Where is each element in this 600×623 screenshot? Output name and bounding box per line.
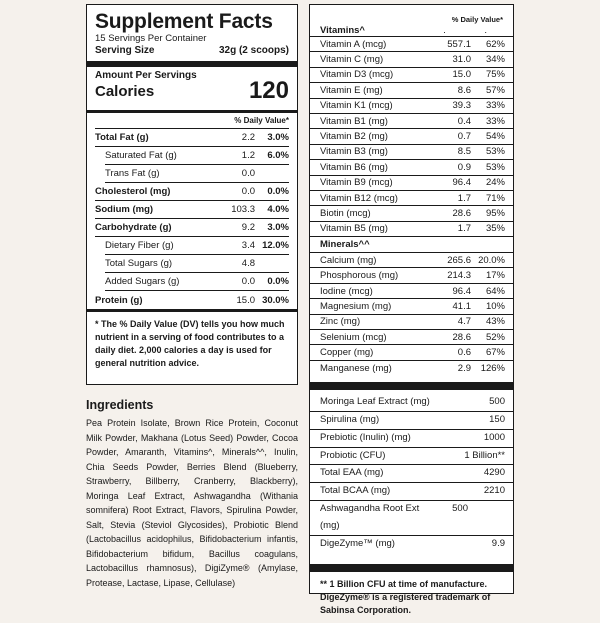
extra-name: Total EAA (mg) [320,467,384,479]
nutrient-name: Total Fat (g) [95,132,149,143]
nutrient-row [105,147,289,165]
mineral-name: Copper (mg) [320,347,374,359]
vitamin-amount: 96.4 [452,177,471,189]
mineral-dv: 67% [485,347,505,359]
nutrient-row [105,237,289,255]
nutrient-dv: 12.0% [262,240,289,251]
amount-per-serving-label: Amount Per Servings [95,70,197,81]
vitamin-dv: 57% [485,84,505,96]
extra-row [310,483,513,501]
nutrient-amount: 4.8 [241,258,255,269]
nutrient-dv: 0.0% [267,276,289,287]
vitamin-name: Vitamin B12 (mcg) [320,192,398,204]
dv-header [95,113,289,129]
vitamin-amount: 0.4 [457,115,471,127]
nutrient-dv: 6.0% [267,150,289,161]
vitamin-name: Vitamin D3 (mcg) [320,69,394,81]
vitamin-dv: 62% [485,38,505,50]
nutrient-name: Saturated Fat (g) [105,150,177,161]
ingredients-text: Pea Protein Isolate, Brown Rice Protein, Coconut Milk Powder, Makhana (Lotus Seed) Powder, Cocoa Powder, Amaranth, Vitamins^, Minerals^^, Inulin, Chia Seeds Powder, Berries Blend (Blueberry, Strawberry, Billberry, Cranberry, Blackberry), Moringa Leaf Extract, Ashwagandha (Withania somnifera) Root Extract, Flavors, Spirulina Powder, Salt, Stevia (Steviol Glycosides), Probiotic Blend (Lactobacillus acidophilus, Bifidobacterium infantis, Bifidobacterium bifidum, Bacillus coagulans, Lactobacillus rhamnosus), DigiZyme® (Amylase, Protease, Lactase, Lipase, Cellulase) [86,418,298,588]
vitamin-row [310,176,513,191]
vitamin-row [310,129,513,144]
cfu-footnote: ** 1 Billion CFU at time of manufacture. DigeZyme® is a registered trademark of Sabinsa Corporation. [320,579,491,616]
mineral-amount: 96.4 [452,285,471,297]
extra-amount: 500 [452,502,468,514]
extra-name: DigeZyme™ (mg) [320,537,395,549]
vitamin-dv: 53% [485,146,505,158]
vitamin-amount: 557.1 [447,38,471,50]
nutrient-row [105,165,289,183]
mineral-row [310,253,513,268]
vitamin-dv: 53% [485,161,505,173]
nutrient-dv: 3.0% [267,132,289,143]
mineral-name: Manganese (mg) [320,363,392,374]
mineral-dv: 43% [485,316,505,328]
nutrient-list [95,129,289,309]
dv-dots: . . [443,24,505,36]
extra-amount: 1000 [483,431,505,443]
nutrient-amount: 0.0 [241,276,255,287]
nutrient-amount: 15.0 [236,294,255,306]
extras-list [310,390,513,552]
extra-amount: 500 [489,396,505,408]
ingredients-heading: Ingredients [86,398,154,412]
mineral-dv: 17% [485,270,505,282]
mineral-name: Selenium (mcg) [320,331,387,343]
vitamin-list [310,37,513,237]
vitamin-dv: 33% [485,100,505,112]
mineral-amount: 214.3 [447,270,471,282]
extra-row [310,412,513,430]
extra-name: Prebiotic (Inulin) (mg) [320,431,411,443]
mineral-row [310,268,513,283]
vitamin-dv: 71% [485,192,505,204]
vitamin-name: Vitamin B9 (mcg) [320,177,393,189]
vitamin-name: Biotin (mcg) [320,207,371,219]
vitamin-name: Vitamin B5 (mg) [320,223,388,235]
mineral-row [310,330,513,345]
vitamin-dv: 95% [485,207,505,219]
mineral-row [310,315,513,330]
nutrient-amount: 2.2 [241,132,255,143]
nutrient-name: Cholesterol (mg) [95,186,171,197]
vitamin-dv: 54% [485,131,505,143]
nutrient-dv: 3.0% [267,222,289,233]
vitamin-dv: 34% [485,54,505,66]
vitamin-amount: 39.3 [452,100,471,112]
mineral-amount: 4.7 [457,316,471,328]
serving-size-label: Serving Size [95,45,155,56]
extra-amount: 9.9 [491,537,505,549]
mineral-dv: 64% [485,285,505,297]
nutrient-row [95,291,289,309]
vitamins-heading-row [310,24,513,36]
extra-row [310,536,513,553]
nutrient-dv: 0.0% [267,186,289,197]
vitamin-name: Vitamin B6 (mg) [320,161,388,173]
divider-thick [310,382,513,390]
dv-footnote: * The % Daily Value (DV) tells you how much nutrient in a serving of food contributes to a daily diet. 2,000 calories a day is used for general nutrition advice. [95,319,285,368]
vitamin-name: Vitamin E (mg) [320,84,383,96]
extra-row [310,501,513,536]
extra-amount: 2210 [483,485,505,497]
mineral-name: Magnesium (mg) [320,300,392,312]
nutrient-name: Trans Fat (g) [105,168,160,179]
ingredients-section [86,398,298,590]
extra-amount: 4290 [483,467,505,479]
supplement-facts-panel [86,4,298,385]
extra-row [310,465,513,483]
mineral-amount: 41.1 [452,300,471,312]
nutrient-name: Dietary Fiber (g) [105,240,174,251]
mineral-dv: 126% [480,363,505,374]
nutrient-row [95,219,289,237]
vitamin-amount: 1.7 [457,192,471,204]
divider-thick [310,564,513,572]
vitamin-row [310,160,513,175]
nutrient-amount: 3.4 [241,240,255,251]
mineral-name: Calcium (mg) [320,254,377,266]
mineral-name: Zinc (mg) [320,316,361,328]
nutrient-name: Protein (g) [95,294,143,306]
nutrient-amount: 1.2 [241,150,255,161]
nutrient-amount: 103.3 [231,204,255,215]
vitamin-name: Vitamin K1 (mcg) [320,100,393,112]
mineral-name: Phosphorous (mg) [320,270,399,282]
vitamins-minerals-panel [309,4,514,616]
extra-name: Probiotic (CFU) [320,449,386,461]
vitamin-amount: 31.0 [452,54,471,66]
minerals-heading: Minerals^^ [320,239,370,251]
nutrient-row [95,183,289,201]
divider-thick [87,61,297,67]
vitamin-row [310,68,513,83]
vitamin-row [310,191,513,206]
minerals-heading-row [310,237,513,253]
extra-row [310,430,513,448]
extra-amount: 1 Billion** [464,449,505,461]
vitamins-heading: Vitamins^ [320,24,365,36]
vitamin-name: Vitamin B1 (mg) [320,115,388,127]
mineral-amount: 28.6 [452,331,471,343]
vitamin-amount: 1.7 [457,223,471,235]
vitamin-amount: 0.7 [457,131,471,143]
calories-label: Calories [95,82,155,100]
mineral-amount: 0.6 [457,347,471,359]
extra-name: Spirulina (mg) [320,414,380,425]
vitamin-row [310,222,513,237]
vitamin-row [310,37,513,52]
dv-header-label: % Daily Value* [234,116,289,125]
vitamin-dv: 75% [485,69,505,81]
vitamin-dv: 35% [485,223,505,235]
vitamin-row [310,145,513,160]
vitamin-amount: 0.9 [457,161,471,173]
extra-name: Moringa Leaf Extract (mg) [320,396,430,408]
vitamin-name: Vitamin B3 (mg) [320,146,388,158]
mineral-row [310,361,513,376]
serving-size-row [95,45,289,57]
extra-amount: 150 [489,414,505,425]
mineral-row [310,345,513,360]
vitamin-row [310,114,513,129]
mineral-row [310,299,513,314]
vitamin-name: Vitamin C (mg) [320,54,384,66]
nutrient-row [105,273,289,291]
nutrient-name: Sodium (mg) [95,204,154,215]
vitamin-dv: 24% [485,177,505,189]
mineral-name: Iodine (mcg) [320,285,373,297]
extra-name: Ashwagandha Root Ext (mg) [320,502,420,531]
extra-row [310,448,513,466]
extra-row [310,394,513,412]
mineral-amount: 265.6 [447,254,471,266]
mineral-list [310,253,513,376]
calories-value: 120 [248,77,289,104]
panel-title: Supplement Facts [95,10,273,33]
right-dv-header-label: % Daily Value* [451,15,503,24]
mineral-amount: 2.9 [457,363,471,374]
nutrient-amount: 0.0 [241,186,255,197]
vitamin-dv: 33% [485,115,505,127]
vitamin-row [310,52,513,67]
vitamin-amount: 8.6 [457,84,471,96]
mineral-dv: 52% [485,331,505,343]
extra-name: Total BCAA (mg) [320,485,391,497]
vitamin-name: Vitamin B2 (mg) [320,131,388,143]
vitamin-name: Vitamin A (mcg) [320,38,387,50]
nutrient-row [95,201,289,219]
nutrient-amount: 9.2 [241,222,255,233]
vitamin-amount: 28.6 [452,207,471,219]
servings-per-container: 15 Servings Per Container [95,33,207,44]
serving-size-value: 32g (2 scoops) [218,45,289,56]
nutrient-row [105,255,289,273]
vitamin-row [310,99,513,114]
mineral-dv: 20.0% [478,254,505,266]
vitamin-row [310,83,513,98]
nutrient-name: Carbohydrate (g) [95,222,172,233]
mineral-dv: 10% [485,300,505,312]
nutrient-name: Added Sugars (g) [105,276,180,287]
nutrient-amount: 0.0 [241,168,255,179]
nutrient-dv: 4.0% [267,204,289,215]
nutrient-name: Total Sugars (g) [105,258,173,269]
right-dv-header [310,15,513,24]
mineral-row [310,284,513,299]
nutrient-dv: 30.0% [262,294,289,306]
vitamin-amount: 8.5 [457,146,471,158]
vitamin-amount: 15.0 [452,69,471,81]
nutrient-row [95,129,289,147]
vitamin-row [310,206,513,221]
